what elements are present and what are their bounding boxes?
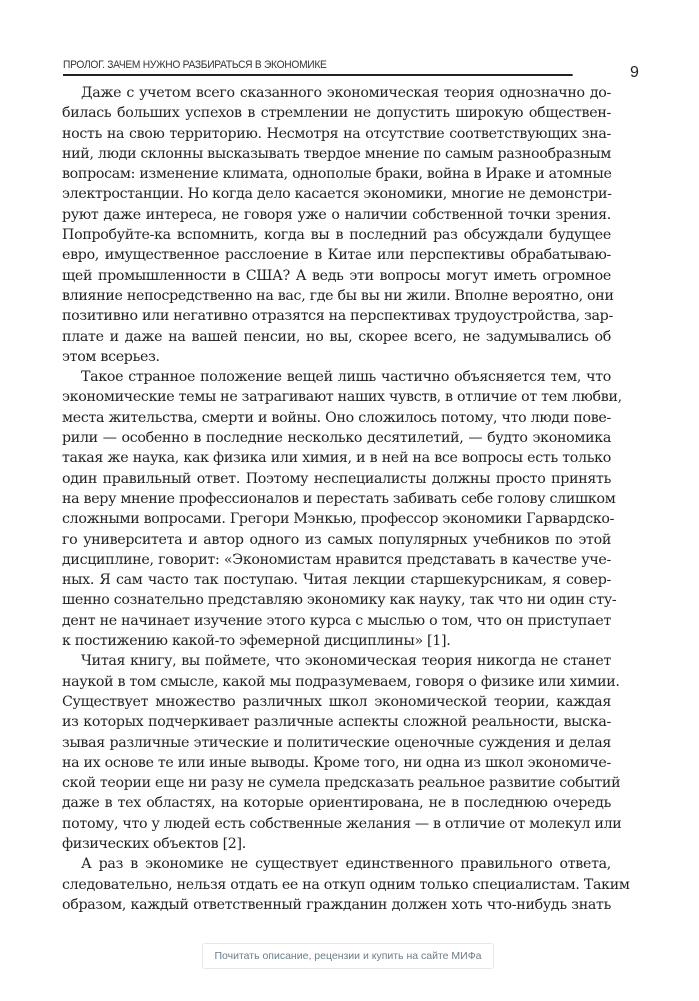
text-line: руют даже интереса, не говоря уже о наличии собственной точки зрения. — [62, 206, 611, 223]
paragraph — [62, 83, 614, 367]
text-line: потому, что у людей есть собственные желания — в отличие от молекул или — [62, 815, 622, 832]
text-line: щей промышленности в США? А ведь эти вопросы могут иметь огромное — [62, 267, 611, 284]
text-line: го университета и автор одного из самых популярных учебников по этой — [62, 531, 611, 548]
text-line: А раз в экономике не существует единственного правильного ответа, — [81, 856, 611, 873]
text-line: вопросам: изменение климата, однополые браки, война в Ираке и атомные — [62, 166, 612, 183]
text-line: Читая книгу, вы поймете, что экономическая теория никогда не станет — [81, 653, 611, 670]
text-line: места жительства, смерти и войны. Оно сложилось потому, что люди пове- — [62, 409, 611, 426]
paragraph — [62, 367, 622, 651]
paragraph — [62, 651, 622, 854]
text-line: электростанции. Но когда дело касается экономики, многие не демонстри- — [62, 186, 612, 203]
text-line: Попробуйте-ка вспомнить, когда вы в последний раз обсуждали будущее — [62, 227, 611, 244]
text-line: Такое странное положение вещей лишь частично объясняется тем, что — [81, 369, 611, 386]
text-line: позитивно или негативно отразятся на перспективах трудоустройства, зар- — [62, 308, 613, 325]
text-line: билась больших успехов в стремлении не допустить широкую обществен- — [62, 105, 611, 122]
page-number: 9 — [630, 64, 639, 81]
text-line: даже в тех областях, на которые ориентирована, не в последнюю очередь — [62, 795, 611, 812]
buy-on-mif-link[interactable]: Почитать описание, рецензии и купить на сайте МИФа — [202, 943, 494, 969]
text-line: наукой в том смысле, какой мы подразумеваем, говоря о физике или химии. — [62, 673, 620, 690]
text-line: следовательно, нельзя отдать ее на откуп одним только специалистам. Таким — [62, 876, 630, 893]
text-line: ской теории еще ни разу не сумела предсказать реальное развитие событий — [62, 775, 621, 792]
text-line: этом всерьез. — [62, 348, 160, 365]
text-line: рили — особенно в последние несколько десятилетий, — будто экономика — [62, 430, 611, 447]
text-line: к постижению какой-то эфемерной дисциплины» [1]. — [62, 633, 451, 650]
text-line: на веру мнение профессионалов и перестать забивать себе голову слишком — [62, 490, 616, 507]
text-line: Даже с учетом всего сказанного экономическая теория однозначно до- — [81, 85, 611, 101]
text-line: такая же наука, как физика или химия, и в ней на все вопросы есть только — [62, 450, 611, 467]
text-line: дисциплине, говорит: «Экономистам нравится представать в качестве уче- — [62, 551, 611, 568]
page-body — [62, 83, 630, 915]
text-line: влияние непосредственно на вас, где бы вы ни жили. Вполне вероятно, они — [62, 287, 614, 304]
text-line: евро, имущественное расслоение в Китае или перспективы обрабатываю- — [62, 247, 611, 264]
text-line: ных. Я сам часто так поступаю. Читая лекции старшекурсникам, я совер- — [62, 572, 611, 589]
text-line: шенно сознательно представляю экономику как науку, так что ни один сту- — [62, 592, 617, 609]
text-line: экономические темы не затрагивают наших чувств, в отличие от тем любви, — [62, 389, 622, 406]
text-line: образом, каждый ответственный гражданин должен хоть что-нибудь знать — [62, 896, 611, 913]
text-line: один правильный ответ. Поэтому неспециалисты должны просто принять — [62, 470, 611, 487]
text-line: ний, люди склонны высказывать твердое мнение по самым разнообразным — [62, 145, 611, 162]
text-line: из которых подчеркивает различные аспекты сложной реальности, выска- — [62, 714, 611, 731]
running-header: ПРОЛОГ. ЗАЧЕМ НУЖНО РАЗБИРАТЬСЯ В ЭКОНОМИКЕ — [63, 59, 573, 76]
text-line: физических объектов [2]. — [62, 835, 246, 852]
text-line: дент не начинает изучение этого курса с мыслью о том, что он приступает — [62, 612, 611, 629]
text-line: сложными вопросами. Грегори Мэнкью, профессор экономики Гарвардско- — [62, 511, 615, 528]
text-line: на их основе те или иные выводы. Кроме того, ни одна из школ экономиче- — [62, 754, 611, 771]
text-line: зывая различные этические и политические оценочные суждения и делая — [62, 734, 611, 751]
text-line: Существует множество различных школ экономической теории, каждая — [62, 693, 611, 710]
text-line: ность на свою территорию. Несмотря на отсутствие соответствующих зна- — [62, 125, 611, 142]
paragraph — [62, 854, 630, 915]
text-line: плате и даже на вашей пенсии, но вы, скорее всего, не задумывались об — [62, 328, 611, 345]
